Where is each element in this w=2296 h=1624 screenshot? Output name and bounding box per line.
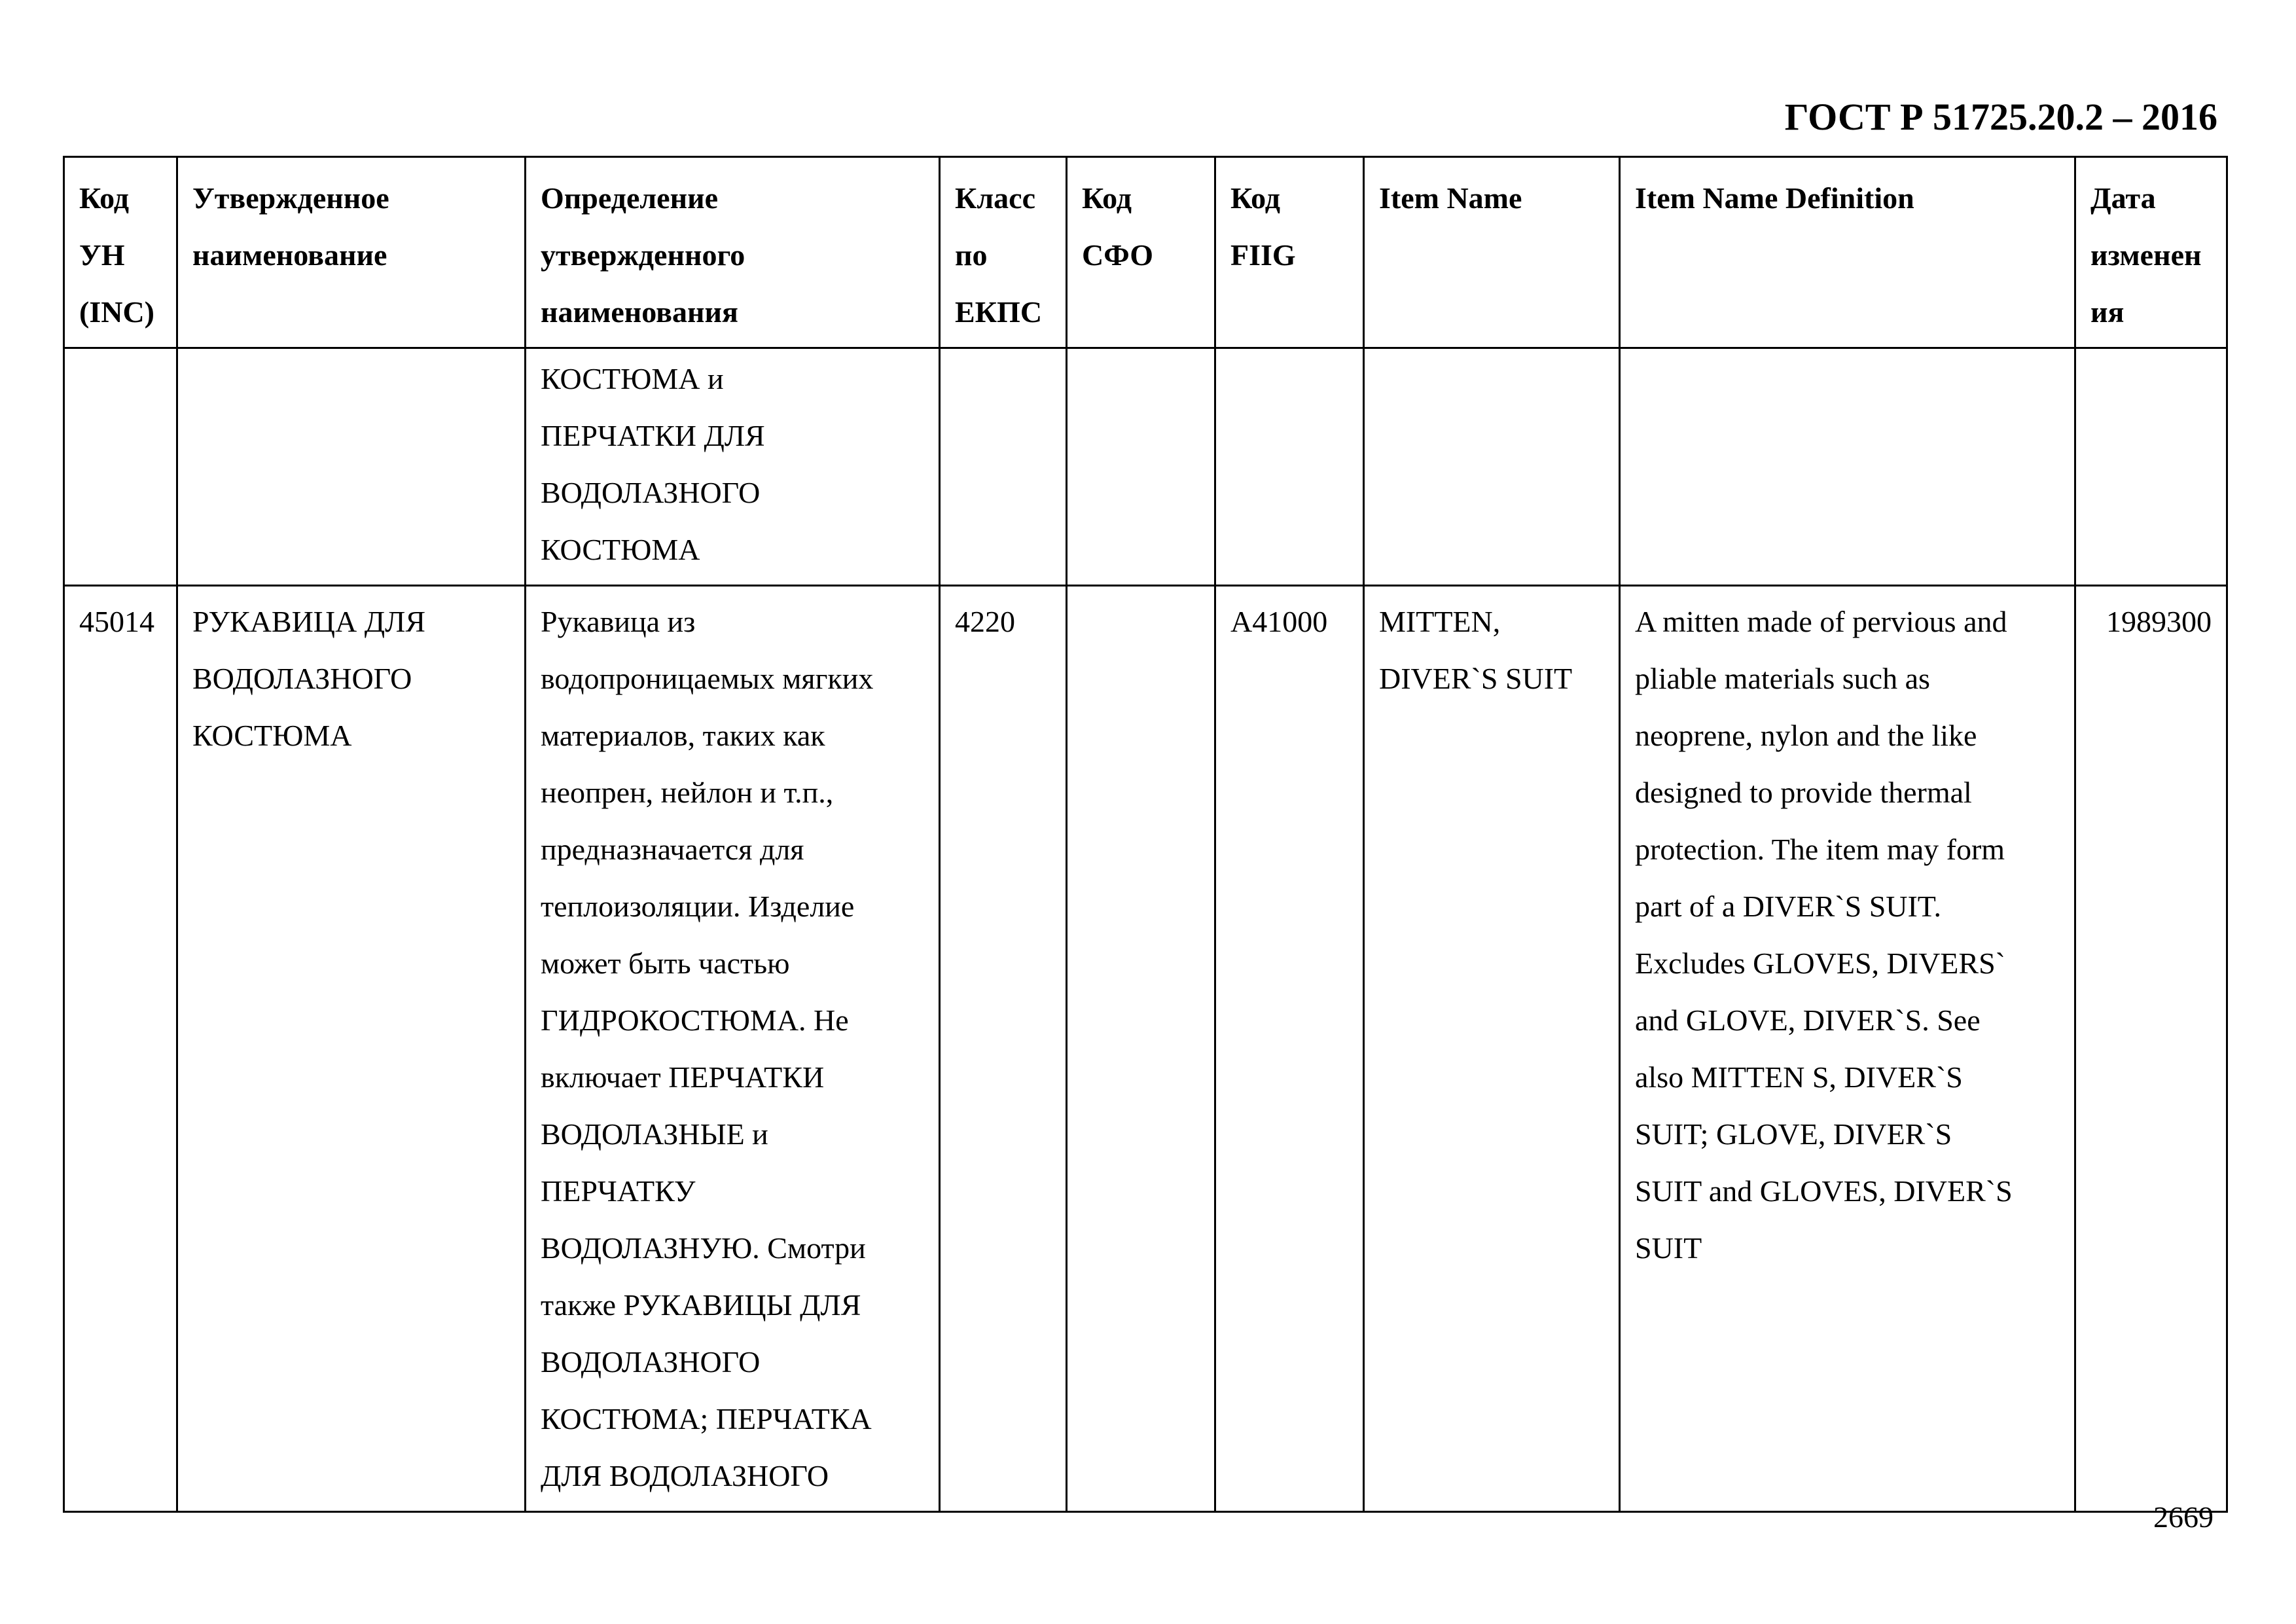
cell-fiig [1215,348,1364,586]
header-class: Класс по ЕКПС [940,157,1067,348]
header-item-name-definition: Item Name Definition [1620,157,2075,348]
table-header-row [64,157,2227,348]
cell-date [2075,348,2227,586]
cell-sfo [1067,586,1215,1512]
header-sfo-code: Код СФО [1067,157,1215,348]
cell-definition-ru: КОСТЮМА и ПЕРЧАТКИ ДЛЯ ВОДОЛАЗНОГО КОСТЮМА [526,348,940,586]
table-row-continuation [64,348,2227,586]
cell-item-name [1364,348,1620,586]
cell-name-ru: РУКАВИЦА ДЛЯ ВОДОЛАЗНОГО КОСТЮМА [177,586,526,1512]
cell-item-definition: A mitten made of pervious and pliable materials such as neoprene, nylon and the like designed to provide thermal protection. The item may form part of a DIVER`S SUIT. Excludes GLOVES, DIVERS` and GLOVE, DIVER`S. See also MITTEN S, DIVER`S SUIT; GLOVE, DIVER`S SUIT and GLOVES, DIVER`S SUIT [1620,586,2075,1512]
cell-name-ru [177,348,526,586]
cell-definition-ru: Рукавица из водопроницаемых мягких материалов, таких как неопрен, нейлон и т.п., предназначается для теплоизоляции. Изделие может быть частью ГИДРОКОСТЮМА. Не включает ПЕРЧАТКИ ВОДОЛАЗНЫЕ и ПЕРЧАТКУ ВОДОЛАЗНУЮ. Смотри также РУКАВИЦЫ ДЛЯ ВОДОЛАЗНОГО КОСТЮМА; ПЕРЧАТКА ДЛЯ ВОДОЛАЗНОГО [526,586,940,1512]
header-change-date: Дата изменен ия [2075,157,2227,348]
document-code: ГОСТ Р 51725.20.2 – 2016 [1784,96,2217,138]
cell-item-name: MITTEN, DIVER`S SUIT [1364,586,1620,1512]
header-fiig-code: Код FIIG [1215,157,1364,348]
cell-class: 4220 [940,586,1067,1512]
cell-inc: 45014 [64,586,177,1512]
cell-date: 1989300 [2075,586,2227,1512]
header-item-name: Item Name [1364,157,1620,348]
cell-inc [64,348,177,586]
page-number: 2669 [2153,1500,2214,1534]
header-inc-code: Код УН (INC) [64,157,177,348]
cell-sfo [1067,348,1215,586]
header-name-definition: Определение утвержденного наименования [526,157,940,348]
cell-item-definition [1620,348,2075,586]
cell-class [940,348,1067,586]
cell-fiig: A41000 [1215,586,1364,1512]
catalog-table [63,156,2228,1513]
table-row [64,586,2227,1512]
header-approved-name: Утвержденное наименование [177,157,526,348]
